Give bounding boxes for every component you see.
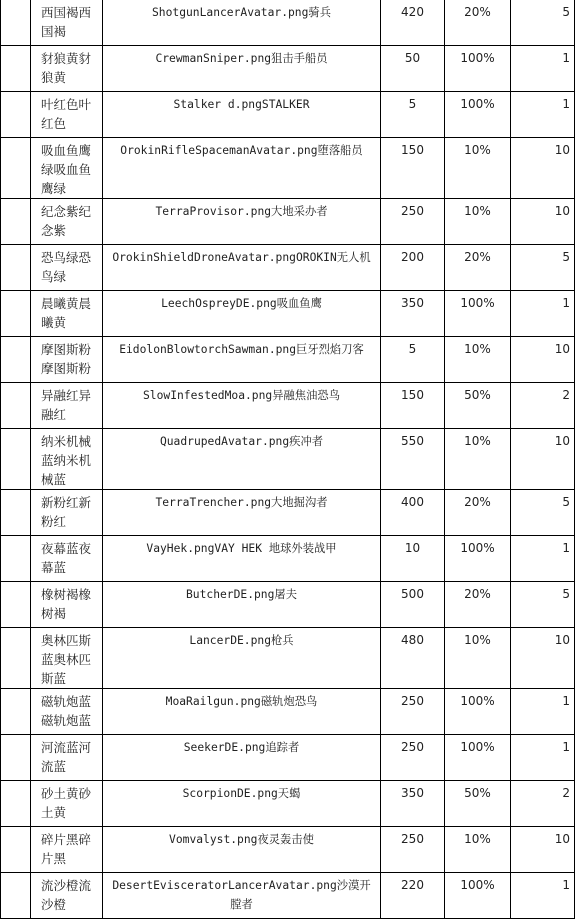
table-row [1,383,575,429]
row-spacer-cell [1,582,31,628]
cell-value: 420 [381,0,445,46]
table-row [1,92,575,138]
row-spacer-cell [1,781,31,827]
cell-pct: 50% [445,781,511,827]
cell-count: 1 [511,291,575,337]
row-spacer-cell [1,873,31,919]
row-spacer-cell [1,827,31,873]
cell-file: QuadrupedAvatar.png疾冲者 [103,429,381,490]
cell-count: 5 [511,490,575,536]
cell-count: 10 [511,827,575,873]
cell-file: CrewmanSniper.png狙击手船员 [103,46,381,92]
cell-value: 500 [381,582,445,628]
table-row [1,46,575,92]
cell-pct: 50% [445,383,511,429]
cell-count: 10 [511,429,575,490]
cell-value: 50 [381,46,445,92]
cell-value: 150 [381,383,445,429]
cell-value: 220 [381,873,445,919]
table-row [1,490,575,536]
cell-pct: 10% [445,199,511,245]
cell-color: 砂土黄砂土黄 [31,781,103,827]
cell-pct: 20% [445,582,511,628]
row-spacer-cell [1,199,31,245]
cell-value: 150 [381,138,445,199]
cell-value: 250 [381,827,445,873]
cell-value: 480 [381,628,445,689]
cell-value: 5 [381,92,445,138]
cell-pct: 100% [445,291,511,337]
cell-pct: 20% [445,245,511,291]
row-spacer-cell [1,291,31,337]
cell-count: 1 [511,689,575,735]
cell-count: 5 [511,245,575,291]
cell-count: 10 [511,138,575,199]
cell-file: ButcherDE.png屠夫 [103,582,381,628]
cell-value: 10 [381,536,445,582]
cell-count: 1 [511,46,575,92]
cell-pct: 100% [445,689,511,735]
cell-color: 晨曦黄晨曦黄 [31,291,103,337]
cell-pct: 20% [445,490,511,536]
row-spacer-cell [1,735,31,781]
row-spacer-cell [1,429,31,490]
cell-count: 10 [511,199,575,245]
cell-color: 叶红色叶红色 [31,92,103,138]
cell-count: 5 [511,0,575,46]
table-row [1,429,575,490]
cell-file: Stalker d.pngSTALKER [103,92,381,138]
cell-count: 2 [511,781,575,827]
cell-value: 350 [381,291,445,337]
cell-count: 1 [511,873,575,919]
cell-file: Vomvalyst.png夜灵轰击使 [103,827,381,873]
cell-color: 河流蓝河流蓝 [31,735,103,781]
cell-pct: 10% [445,337,511,383]
cell-value: 250 [381,199,445,245]
cell-file: SeekerDE.png追踪者 [103,735,381,781]
table-row [1,781,575,827]
cell-color: 夜幕蓝夜幕蓝 [31,536,103,582]
cell-value: 250 [381,689,445,735]
cell-pct: 100% [445,536,511,582]
cell-color: 豺狼黄豺狼黄 [31,46,103,92]
cell-count: 2 [511,383,575,429]
cell-color: 摩图斯粉摩图斯粉 [31,337,103,383]
cell-pct: 100% [445,873,511,919]
cell-pct: 10% [445,628,511,689]
cell-count: 10 [511,628,575,689]
row-spacer-cell [1,92,31,138]
cell-file: TerraTrencher.png大地掘沟者 [103,490,381,536]
cell-file: OrokinRifleSpacemanAvatar.png堕落船员 [103,138,381,199]
table-row [1,291,575,337]
cell-value: 5 [381,337,445,383]
cell-value: 200 [381,245,445,291]
cell-color: 纪念紫纪念紫 [31,199,103,245]
cell-pct: 100% [445,92,511,138]
cell-pct: 10% [445,429,511,490]
cell-color: 新粉红新粉红 [31,490,103,536]
cell-color: 西国褐西国褐 [31,0,103,46]
table-row [1,536,575,582]
cell-count: 1 [511,735,575,781]
cell-file: ScorpionDE.png天蝎 [103,781,381,827]
cell-pct: 100% [445,735,511,781]
cell-file: LancerDE.png枪兵 [103,628,381,689]
cell-value: 550 [381,429,445,490]
table-row [1,0,575,46]
cell-color: 奥林匹斯蓝奥林匹斯蓝 [31,628,103,689]
cell-file: DesertEvisceratorLancerAvatar.png沙漠开膛者 [103,873,381,919]
cell-value: 250 [381,735,445,781]
row-spacer-cell [1,337,31,383]
cell-count: 10 [511,337,575,383]
cell-value: 400 [381,490,445,536]
cell-color: 磁轨炮蓝磁轨炮蓝 [31,689,103,735]
cell-file: VayHek.pngVAY HEK 地球外装战甲 [103,536,381,582]
cell-color: 恐鸟绿恐鸟绿 [31,245,103,291]
table-row [1,337,575,383]
table-row [1,827,575,873]
cell-pct: 10% [445,827,511,873]
cell-count: 5 [511,582,575,628]
table-row [1,138,575,199]
row-spacer-cell [1,0,31,46]
table-row [1,628,575,689]
cell-color: 吸血鱼鹰绿吸血鱼鹰绿 [31,138,103,199]
table-row [1,582,575,628]
cell-count: 1 [511,92,575,138]
cell-color: 流沙橙流沙橙 [31,873,103,919]
table-row [1,245,575,291]
cell-color: 纳米机械蓝纳米机械蓝 [31,429,103,490]
cell-file: TerraProvisor.png大地采办者 [103,199,381,245]
cell-value: 350 [381,781,445,827]
row-spacer-cell [1,689,31,735]
table-row [1,873,575,919]
row-spacer-cell [1,628,31,689]
table-row [1,689,575,735]
cell-file: LeechOspreyDE.png吸血鱼鹰 [103,291,381,337]
cell-file: MoaRailgun.png磁轨炮恐鸟 [103,689,381,735]
table-row [1,735,575,781]
table-row [1,199,575,245]
cell-pct: 100% [445,46,511,92]
cell-pct: 20% [445,0,511,46]
cell-color: 异融红异融红 [31,383,103,429]
cell-color: 橡树褐橡树褐 [31,582,103,628]
row-spacer-cell [1,383,31,429]
cell-file: SlowInfestedMoa.png异融焦油恐鸟 [103,383,381,429]
table-body [1,0,575,919]
row-spacer-cell [1,490,31,536]
cell-file: OrokinShieldDroneAvatar.pngOROKIN无人机 [103,245,381,291]
cell-pct: 10% [445,138,511,199]
cell-count: 1 [511,536,575,582]
cell-file: EidolonBlowtorchSawman.png巨牙烈焰刀客 [103,337,381,383]
cell-file: ShotgunLancerAvatar.png骑兵 [103,0,381,46]
row-spacer-cell [1,245,31,291]
row-spacer-cell [1,536,31,582]
row-spacer-cell [1,46,31,92]
cell-color: 碎片黑碎片黑 [31,827,103,873]
row-spacer-cell [1,138,31,199]
